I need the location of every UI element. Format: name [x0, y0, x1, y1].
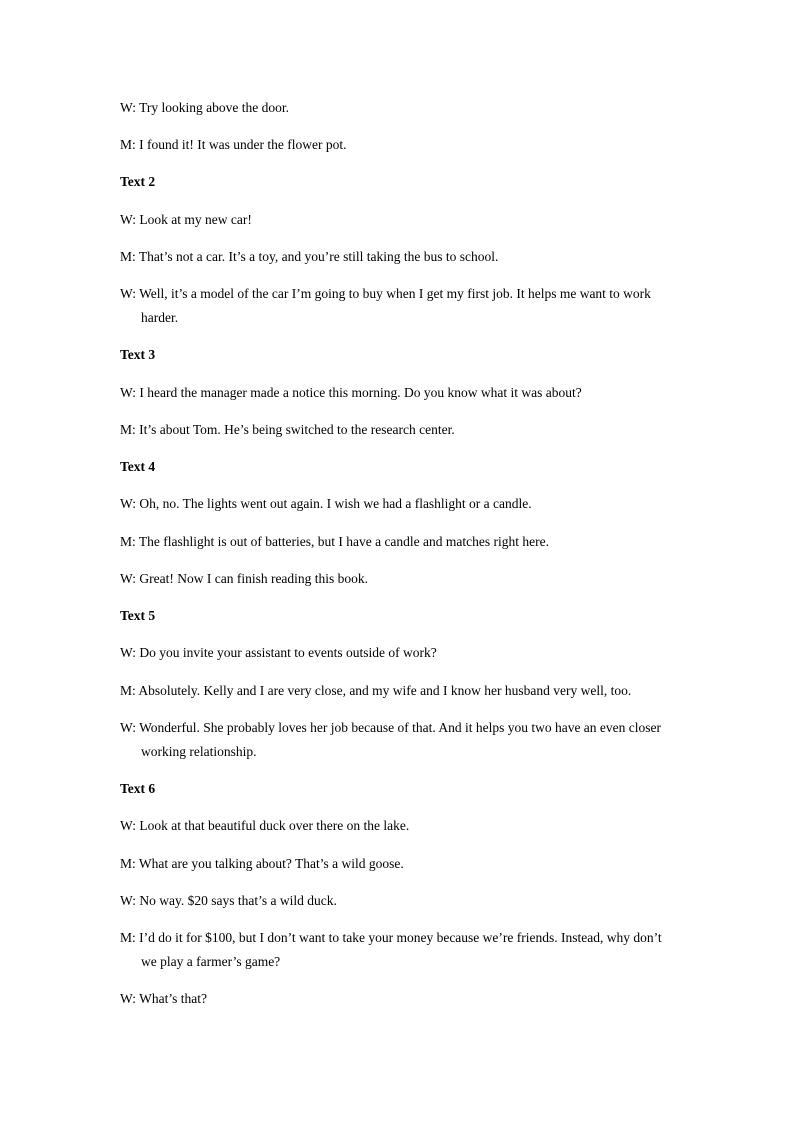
- dialogue-line-w: [120, 889, 680, 913]
- line-text: M: What are you talking about? That’s a wild goose.: [120, 856, 404, 871]
- dialogue-line-m: [120, 852, 680, 876]
- line-text: W: Look at my new car!: [120, 212, 252, 227]
- heading-text: Text 6: [120, 781, 156, 796]
- dialogue-line-w: [120, 492, 680, 516]
- line-text: M: I found it! It was under the flower pot.: [120, 137, 347, 152]
- dialogue-line-w: [120, 567, 680, 591]
- line-continuation: harder.: [141, 310, 179, 325]
- section-heading-text-2: [120, 170, 680, 194]
- dialogue-line-w: [120, 987, 680, 1011]
- dialogue-line-m: [120, 926, 680, 974]
- line-continuation: we play a farmer’s game?: [141, 954, 281, 969]
- dialogue-line-w: [120, 641, 680, 665]
- dialogue-line-w: [120, 208, 680, 232]
- dialogue-line-w: [120, 96, 680, 120]
- dialogue-line-m: [120, 679, 680, 703]
- line-text: W: Well, it’s a model of the car I’m going to buy when I get my first job. It helps me want to work: [120, 286, 651, 301]
- dialogue-line-m: [120, 418, 680, 442]
- dialogue-line-w: [120, 716, 680, 764]
- heading-text: Text 2: [120, 174, 156, 189]
- line-text: W: Do you invite your assistant to events outside of work?: [120, 645, 437, 660]
- dialogue-line-w: [120, 814, 680, 838]
- dialogue-line-m: [120, 245, 680, 269]
- line-text: W: I heard the manager made a notice this morning. Do you know what it was about?: [120, 385, 582, 400]
- line-text: M: Absolutely. Kelly and I are very close, and my wife and I know her husband very well, too.: [120, 683, 632, 698]
- section-heading-text-4: [120, 455, 680, 479]
- section-heading-text-3: [120, 343, 680, 367]
- line-text: M: It’s about Tom. He’s being switched to the research center.: [120, 422, 455, 437]
- line-text: M: I’d do it for $100, but I don’t want to take your money because we’re friends. Instead, why don’t: [120, 930, 662, 945]
- line-text: W: What’s that?: [120, 991, 207, 1006]
- line-text: W: Wonderful. She probably loves her job because of that. And it helps you two have an even closer: [120, 720, 662, 735]
- line-text: M: That’s not a car. It’s a toy, and you’re still taking the bus to school.: [120, 249, 499, 264]
- section-heading-text-6: [120, 777, 680, 801]
- dialogue-line-m: [120, 133, 680, 157]
- heading-text: Text 3: [120, 347, 156, 362]
- line-text: W: Look at that beautiful duck over there on the lake.: [120, 818, 410, 833]
- line-text: W: Try looking above the door.: [120, 100, 289, 115]
- section-heading-text-5: [120, 604, 680, 628]
- heading-text: Text 5: [120, 608, 156, 623]
- line-text: W: Oh, no. The lights went out again. I wish we had a flashlight or a candle.: [120, 496, 532, 511]
- line-text: W: Great! Now I can finish reading this book.: [120, 571, 369, 586]
- dialogue-line-w: [120, 381, 680, 405]
- line-continuation: working relationship.: [141, 744, 257, 759]
- heading-text: Text 4: [120, 459, 156, 474]
- dialogue-line-w: [120, 282, 680, 330]
- line-text: W: No way. $20 says that’s a wild duck.: [120, 893, 337, 908]
- line-text: M: The flashlight is out of batteries, but I have a candle and matches right here.: [120, 534, 549, 549]
- dialogue-line-m: [120, 530, 680, 554]
